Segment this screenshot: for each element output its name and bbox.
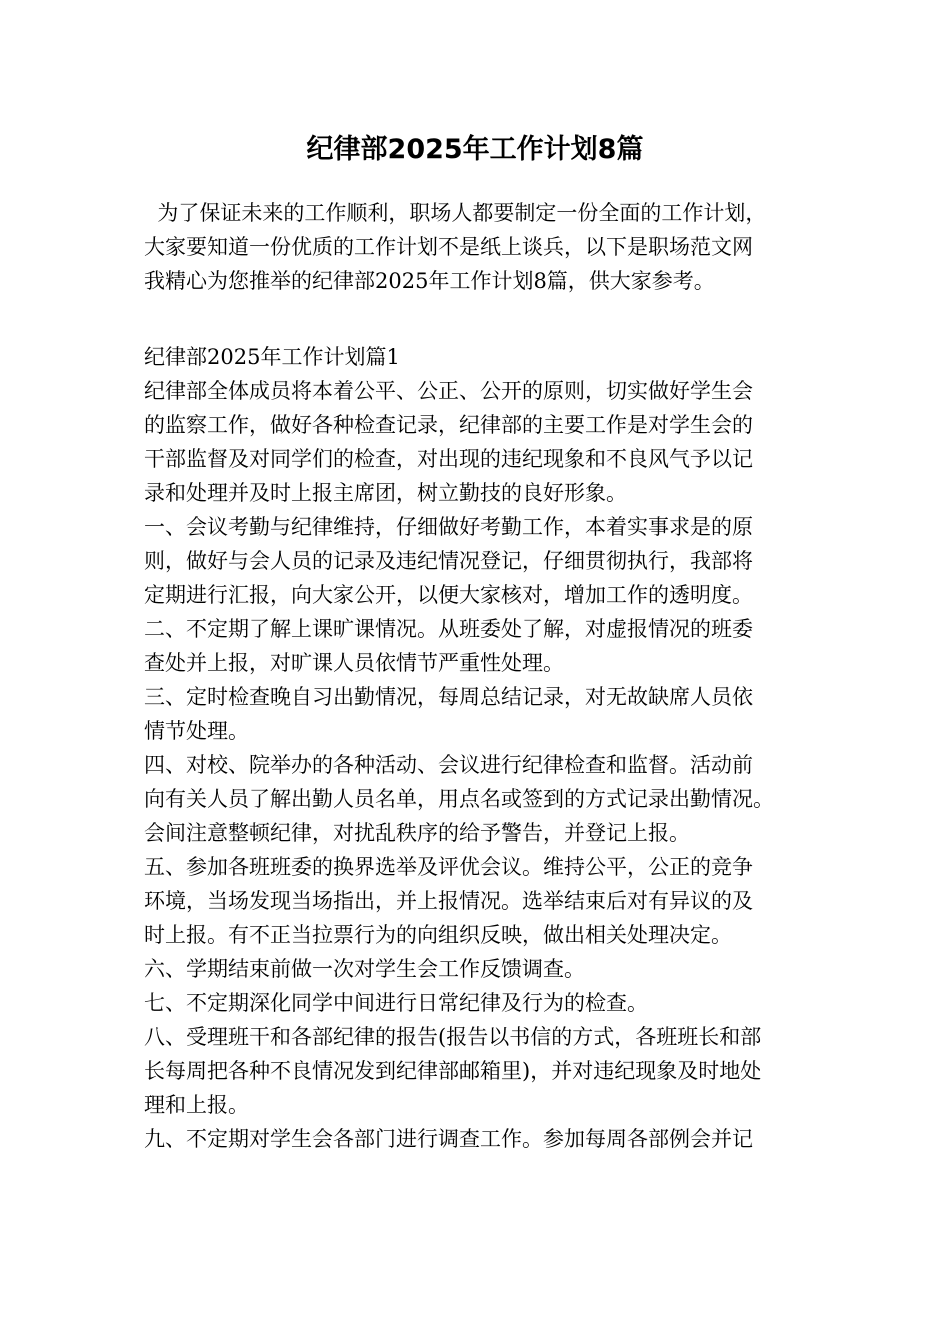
paragraph-line: 理和上报。	[144, 1093, 249, 1117]
paragraph-line: 查处并上报，对旷课人员依情节严重性处理。	[144, 651, 564, 675]
section-1	[144, 340, 814, 1156]
paragraph-line: 一、会议考勤与纪律维持，仔细做好考勤工作，本着实事求是的原	[144, 515, 753, 539]
document-title: 纪律部2025年工作计划8篇	[306, 134, 644, 165]
paragraph-line: 时上报。有不正当拉票行为的向组织反映，做出相关处理决定。	[144, 923, 732, 947]
paragraph-line: 长每周把各种不良情况发到纪律部邮箱里)，并对违纪现象及时地处	[144, 1059, 762, 1083]
paragraph-line: 纪律部全体成员将本着公平、公正、公开的原则，切实做好学生会	[144, 379, 753, 403]
paragraph-line: 四、对校、院举办的各种活动、会议进行纪律检查和监督。活动前	[144, 753, 753, 777]
intro-line: 我精心为您推举的纪律部2025年工作计划8篇，供大家参考。	[144, 269, 715, 293]
paragraph-line: 向有关人员了解出勤人员名单，用点名或签到的方式记录出勤情况。	[144, 787, 774, 811]
paragraph-line: 九、不定期对学生会各部门进行调查工作。参加每周各部例会并记	[144, 1127, 753, 1151]
paragraph-line: 则，做好与会人员的记录及违纪情况登记，仔细贯彻执行，我部将	[144, 549, 753, 573]
paragraph-line: 八、受理班干和各部纪律的报告(报告以书信的方式，各班班长和部	[144, 1025, 762, 1049]
paragraph-line: 情节处理。	[144, 719, 249, 743]
paragraph-line: 录和处理并及时上报主席团，树立勤技的良好形象。	[144, 481, 627, 505]
paragraph-line: 环境，当场发现当场指出，并上报情况。选举结束后对有异议的及	[144, 889, 753, 913]
paragraph-line: 干部监督及对同学们的检查，对出现的违纪现象和不良风气予以记	[144, 447, 753, 471]
paragraph-line: 定期进行汇报，向大家公开，以便大家核对，增加工作的透明度。	[144, 583, 753, 607]
paragraph-line: 二、不定期了解上课旷课情况。从班委处了解，对虚报情况的班委	[144, 617, 753, 641]
paragraph-line: 三、定时检查晚自习出勤情况，每周总结记录，对无故缺席人员依	[144, 685, 753, 709]
paragraph-line: 会间注意整顿纪律，对扰乱秩序的给予警告，并登记上报。	[144, 821, 690, 845]
section-heading: 纪律部2025年工作计划篇1	[144, 345, 400, 369]
paragraph-line: 七、不定期深化同学中间进行日常纪律及行为的检查。	[144, 991, 648, 1015]
paragraph-line: 六、学期结束前做一次对学生会工作反馈调查。	[144, 957, 585, 981]
intro-line: 为了保证未来的工作顺利，职场人都要制定一份全面的工作计划，	[144, 201, 767, 225]
intro-line: 大家要知道一份优质的工作计划不是纸上谈兵，以下是职场范文网	[144, 235, 753, 259]
paragraph-line: 五、参加各班班委的换界选举及评优会议。维持公平，公正的竞争	[144, 855, 753, 879]
paragraph-line: 的监察工作，做好各种检查记录，纪律部的主要工作是对学生会的	[144, 413, 753, 437]
intro-paragraph	[144, 196, 814, 298]
